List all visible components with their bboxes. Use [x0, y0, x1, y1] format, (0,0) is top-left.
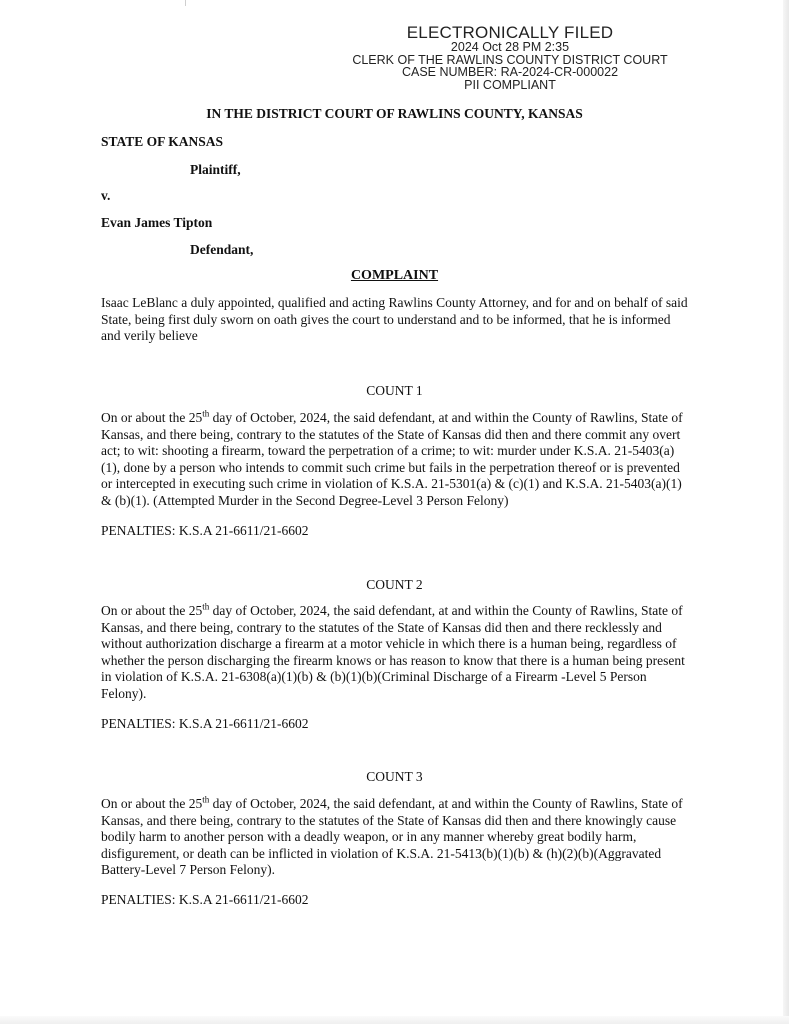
stamp-datetime: 2024 Oct 28 PM 2:35: [450, 40, 570, 54]
versus: v.: [101, 188, 111, 203]
filing-stamp: [330, 24, 690, 91]
page-bottom-shadow: [0, 1016, 789, 1024]
count-1-paragraph: [101, 410, 691, 509]
count-3-penalties: PENALTIES: K.S.A 21-6611/21-6602: [101, 892, 309, 907]
court-heading: IN THE DISTRICT COURT OF RAWLINS COUNTY, KANSAS: [206, 106, 583, 121]
plaintiff-role: Plaintiff,: [190, 162, 241, 177]
count-1-ordinal: th: [202, 408, 210, 419]
count-3-ordinal: th: [202, 794, 210, 805]
count-2-paragraph: [101, 603, 691, 702]
page-edge-shadow: [783, 0, 789, 1024]
count-2-text-start: On or about the 25: [101, 603, 203, 618]
count-3-paragraph: [101, 796, 691, 879]
stamp-clerk: CLERK OF THE RAWLINS COUNTY DISTRICT COURT: [352, 52, 668, 67]
count-3-text-start: On or about the 25: [101, 796, 203, 811]
defendant-role: Defendant,: [190, 242, 254, 257]
count-3-heading: COUNT 3: [366, 769, 423, 784]
count-1-text-start: On or about the 25: [101, 410, 203, 425]
stamp-title: ELECTRONICALLY FILED: [406, 23, 614, 42]
scan-artifact-line: [185, 0, 186, 6]
count-2-heading: COUNT 2: [366, 577, 423, 592]
defendant-name: Evan James Tipton: [101, 215, 213, 230]
plaintiff-name: STATE OF KANSAS: [101, 134, 224, 149]
stamp-pii: PII COMPLIANT: [464, 77, 556, 92]
count-2-text: day of October, 2024, the said defendant, at and within the County of Rawlins, State of Kansas, and there being, contrary to the statutes of the State of Kansas did then and there recklessly and without authorization discharge a firearm at a motor vehicle in which there is a human being, regardless of whether the person discharging the firearm knows or has reason to know that there is a human being present in violation of K.S.A. 21-6308(a)(1)(b) & (b)(1)(b)(Criminal Discharge of a Firearm -Level 5 Person Felony).: [101, 603, 685, 701]
count-3-text: day of October, 2024, the said defendant, at and within the County of Rawlins, State of Kansas, and there being, contrary to the statutes of the State of Kansas did then and there knowingly cause bodily harm to another person with a deadly weapon, or in any manner whereby great bodily harm, disfigurement, or death can be inflicted in violation of K.S.A. 21-5413(b)(1)(b) & (h)(2)(b)(Aggravated Battery-Level 7 Person Felony).: [101, 796, 683, 877]
count-1-heading: COUNT 1: [366, 383, 423, 398]
document-title: COMPLAINT: [350, 268, 439, 283]
count-2-ordinal: th: [202, 601, 210, 612]
stamp-case-number: CASE NUMBER: RA-2024-CR-000022: [401, 65, 619, 79]
count-2-penalties: PENALTIES: K.S.A 21-6611/21-6602: [101, 716, 309, 731]
count-1-text: day of October, 2024, the said defendant, at and within the County of Rawlins, State of Kansas, and there being, contrary to the statutes of the State of Kansas did then and there commit any overt act; to wit: shooting a firearm, toward the perpetration of a crime; to wit: murder under K.S.A. 21-5403(a)(1), done by a person who intends to commit such crime but fails in the perpetration thereof or is prevented or intercepted in executing such crime in violation of K.S.A. 21-5301(a) & (c)(1) and K.S.A. 21-5403(a)(1) & (b)(1). (Attempted Murder in the Second Degree-Level 3 Person Felony): [101, 410, 683, 508]
intro-paragraph: Isaac LeBlanc a duly appointed, qualified and acting Rawlins County Attorney, and for and on behalf of said State, being first duly sworn on oath gives the court to understand and to be informed, that he is informed and verily believe: [101, 295, 688, 343]
count-1-penalties: PENALTIES: K.S.A 21-6611/21-6602: [101, 523, 309, 538]
